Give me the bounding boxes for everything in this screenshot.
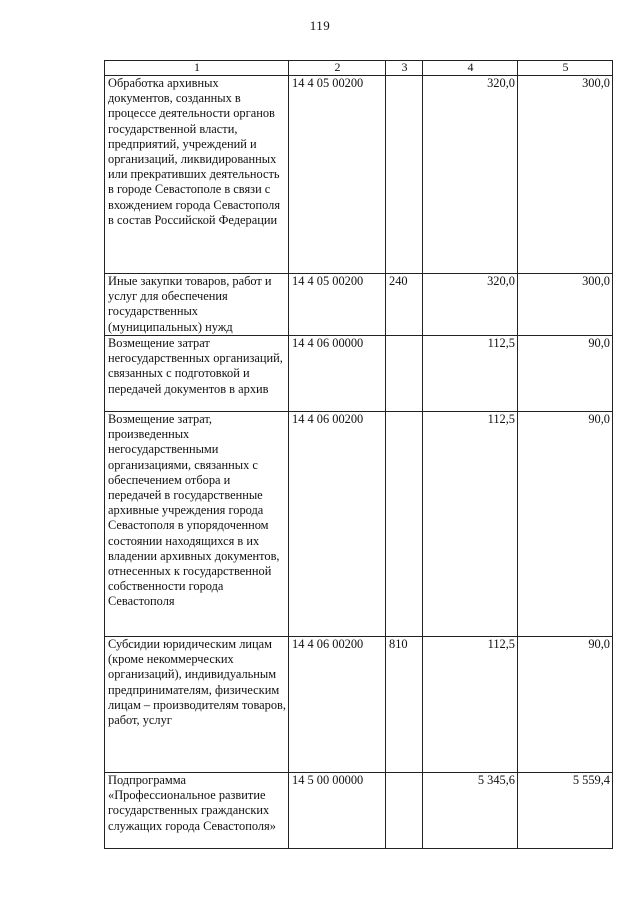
table-row [105,336,613,412]
row-name: Субсидии юридическим лицам (кроме некоммерческих организаций), индивидуальным предпринимателям, физическим лицам – производителям товаров, работ, услуг [105,637,289,773]
row-kind: 810 [386,637,423,773]
table-row [105,412,613,637]
header-col-1: 1 [105,61,289,76]
row-name: Возмещение затрат, произведенных негосударственными организациями, связанных с обеспечением отбора и передачей в государственные архивные учреждения города Севастополя в упорядоченном состоянии находящихся в их владении архивных документов, отнесенных к государственной собственности города Севастополя [105,412,289,637]
header-col-4: 4 [423,61,518,76]
table-row [105,773,613,849]
row-kind [386,773,423,849]
row-value-col4: 320,0 [423,274,518,336]
page-number: 119 [309,18,331,33]
row-value-col4: 320,0 [423,76,518,274]
row-name: Возмещение затрат негосударственных организаций, связанных с подготовкой и передачей документов в архив [105,336,289,412]
row-code: 14 4 05 00200 [289,274,386,336]
row-value-col5: 90,0 [518,637,613,773]
header-col-5: 5 [518,61,613,76]
row-code: 14 4 06 00200 [289,637,386,773]
table-row [105,637,613,773]
header-col-3: 3 [386,61,423,76]
row-kind [386,412,423,637]
row-kind [386,76,423,274]
row-value-col5: 300,0 [518,76,613,274]
row-value-col4: 112,5 [423,637,518,773]
table-row [105,76,613,274]
row-value-col5: 90,0 [518,412,613,637]
row-name: Подпрограмма «Профессиональное развитие государственных гражданских служащих города Севастополя» [105,773,289,849]
row-code: 14 4 06 00000 [289,336,386,412]
header-col-2: 2 [289,61,386,76]
row-value-col4: 112,5 [423,412,518,637]
row-value-col5: 300,0 [518,274,613,336]
row-name: Иные закупки товаров, работ и услуг для обеспечения государственных (муниципальных) нужд [105,274,289,336]
header-row [105,61,613,76]
row-value-col4: 112,5 [423,336,518,412]
row-code: 14 5 00 00000 [289,773,386,849]
table-row [105,274,613,336]
row-name: Обработка архивных документов, созданных в процессе деятельности органов государственной власти, предприятий, учреждений и организаций, ликвидированных или прекративших деятельность в городе Севастополе в связи с вхождением города Севастополя в состав Российской Федерации [105,76,289,274]
row-value-col5: 5 559,4 [518,773,613,849]
row-code: 14 4 05 00200 [289,76,386,274]
budget-table [104,60,613,849]
row-code: 14 4 06 00200 [289,412,386,637]
row-value-col4: 5 345,6 [423,773,518,849]
row-value-col5: 90,0 [518,336,613,412]
row-kind [386,336,423,412]
row-kind: 240 [386,274,423,336]
